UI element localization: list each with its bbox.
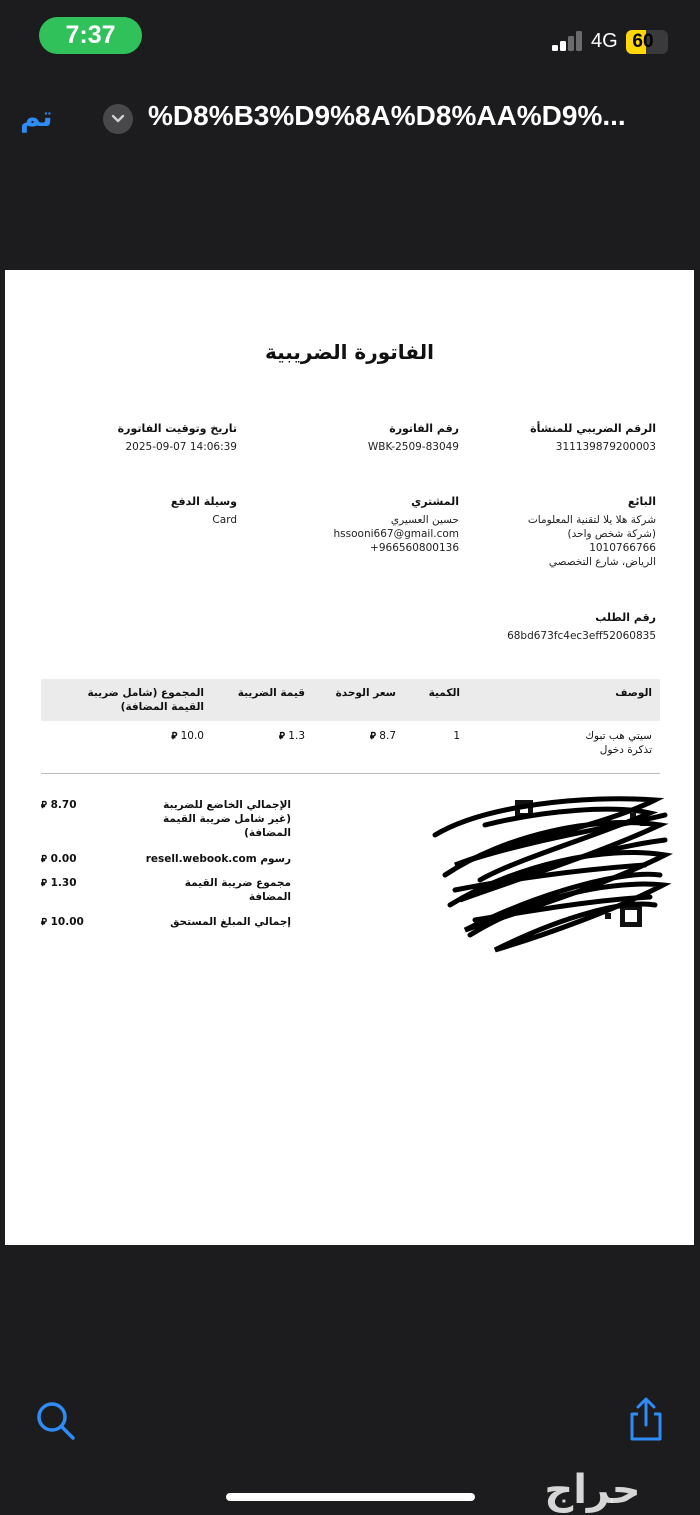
row-total-value: 10.0 — [180, 730, 204, 742]
tax-number-field — [476, 422, 656, 454]
th-quantity: الكمية — [428, 687, 460, 699]
seller-line: (شركة شخص واحد) — [567, 528, 656, 540]
network-type: 4G — [591, 30, 618, 52]
divider — [41, 773, 660, 774]
document-title[interactable]: %D8%B3%D9%8A%D8%AA%D9%... — [148, 100, 626, 131]
invoice-document — [5, 270, 694, 1245]
tax-number-value: 311139879200003 — [555, 441, 656, 453]
home-indicator[interactable] — [226, 1493, 475, 1501]
invoice-datetime-field — [57, 422, 237, 454]
payment-method-value: Card — [212, 514, 237, 526]
riyal-icon: ⃁ — [41, 917, 47, 928]
table-row — [41, 721, 660, 771]
total-value — [41, 852, 101, 865]
buyer-email: hssooni667@gmail.com — [333, 528, 459, 540]
invoice-title: الفاتورة الضريبية — [264, 340, 435, 364]
total-value-number: 8.70 — [50, 799, 77, 811]
buyer-field — [299, 495, 459, 555]
invoice-number-field — [299, 422, 459, 454]
buyer-label: المشتري — [411, 495, 459, 508]
buyer-name: حسين العسيري — [390, 514, 459, 526]
total-value — [41, 915, 101, 928]
payment-method-label: وسيلة الدفع — [170, 495, 237, 508]
payment-method-field — [57, 495, 237, 527]
riyal-icon: ⃁ — [41, 878, 47, 889]
row-unit-price — [356, 729, 396, 744]
done-button[interactable]: تم — [20, 100, 53, 133]
riyal-icon: ⃁ — [41, 854, 47, 865]
chevron-down-icon[interactable] — [103, 104, 133, 134]
seller-line: الرياض، شارع التخصصي — [548, 556, 656, 568]
seller-field — [476, 495, 656, 569]
order-number-field — [456, 611, 656, 643]
battery-icon — [626, 30, 668, 54]
haraj-watermark: حراج — [544, 1467, 641, 1513]
row-description-sub: تذكرة دخول — [599, 744, 652, 756]
th-total: المجموع (شامل ضريبة القيمة المضافة) — [87, 687, 204, 713]
row-description-title: سيتي هب تبوك — [585, 730, 652, 742]
total-label: مجموع ضريبة القيمة المضافة — [184, 877, 291, 903]
seller-label: البائع — [627, 495, 656, 508]
tax-number-label: الرقم الضريبي للمنشأة — [530, 422, 656, 435]
total-value-number: 1.30 — [50, 877, 77, 889]
row-tax-value — [265, 729, 305, 744]
status-time: 7:37 — [65, 21, 116, 49]
invoice-number-value: WBK-2509-83049 — [367, 441, 459, 453]
status-bar — [0, 0, 700, 75]
row-quantity: 1 — [453, 730, 460, 742]
total-label: رسوم resell.webook.com — [145, 853, 291, 865]
seller-line: 1010766766 — [589, 542, 656, 554]
share-icon[interactable] — [626, 1397, 666, 1443]
buyer-phone: +966560800136 — [370, 542, 459, 554]
row-tax-value-value: 1.3 — [288, 730, 305, 742]
invoice-datetime-value: 2025-09-07 14:06:39 — [125, 441, 237, 453]
total-value-number: 0.00 — [50, 853, 77, 865]
battery-level: 60 — [632, 31, 654, 52]
cellular-signal-icon — [552, 31, 584, 51]
row-total — [144, 729, 204, 744]
total-value — [41, 798, 101, 811]
time-pill[interactable] — [39, 17, 142, 54]
redacted-qr-code — [425, 785, 675, 955]
th-unit-price: سعر الوحدة — [335, 687, 396, 699]
row-unit-price-value: 8.7 — [379, 730, 396, 742]
invoice-number-label: رقم الفاتورة — [389, 422, 459, 435]
search-icon[interactable] — [35, 1400, 77, 1442]
order-number-label: رقم الطلب — [595, 611, 656, 624]
riyal-icon: ⃁ — [370, 731, 376, 742]
total-label: الإجمالي الخاضع للضريبة (غير شامل ضريبة القيمة المضافة) — [163, 799, 291, 839]
row-description — [502, 729, 652, 757]
order-number-value: 68bd673fc4ec3eff52060835 — [507, 630, 656, 642]
th-description: الوصف — [615, 687, 652, 699]
seller-line: شركة هلا يلا لتقنية المعلومات — [527, 514, 656, 526]
riyal-icon: ⃁ — [41, 800, 47, 811]
total-value-number: 10.00 — [50, 916, 84, 928]
riyal-icon: ⃁ — [171, 731, 178, 742]
invoice-datetime-label: تاريخ وتوقيت الفاتورة — [117, 422, 237, 435]
items-table-header — [41, 679, 660, 721]
total-value — [41, 876, 101, 889]
riyal-icon: ⃁ — [279, 731, 285, 742]
total-label: إجمالي المبلغ المستحق — [170, 916, 291, 928]
th-tax-value: قيمة الضريبة — [237, 687, 305, 699]
